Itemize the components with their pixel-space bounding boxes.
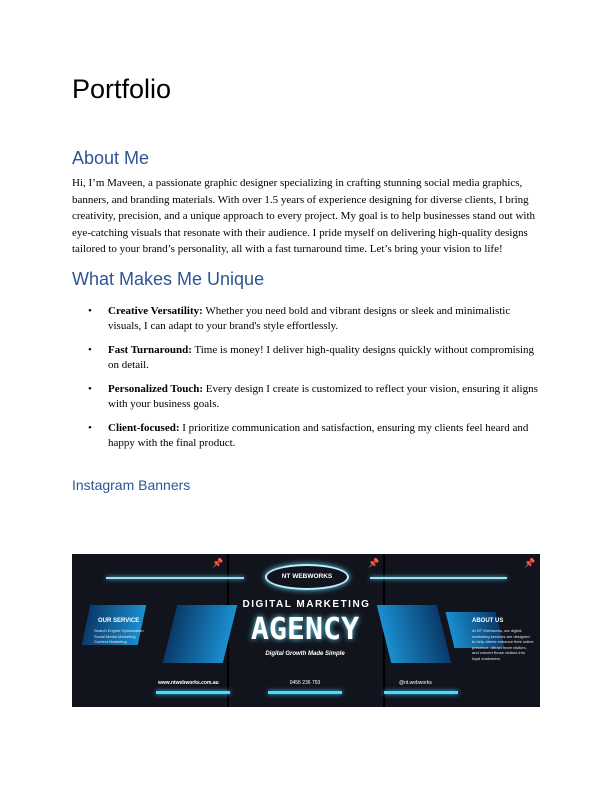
about-paragraph: Hi, I’m Maveen, a passionate graphic designer specializing in crafting stunning social media graphics, banners, and branding materials. With over 1.5 years of experience designing for diverse clients, I bring creativity, precision, and a unique approach to every project. My goal is to help businesses stand out with eye-catching visuals that resonate with their audience. I pride myself on delivering high-quality designs tailored to your brand’s personality, all with a fast turnaround time. Let’s bring your vision to life! [72, 177, 536, 256]
item-label: Personalized Touch: [108, 382, 204, 395]
service-item: Search Engine Optimization [94, 628, 144, 633]
list-item [72, 421, 542, 452]
item-label: Fast Turnaround: [108, 343, 192, 356]
list-item [72, 304, 542, 335]
headline: DIGITAL MARKETING [242, 599, 371, 610]
tagline: Digital Growth Made Simple [265, 651, 345, 657]
service-title: OUR SERVICE [98, 618, 140, 624]
item-text: Whether you need bold and vibrant designs or sleek and minimalistic visuals, I can adapt to your brand's style effortlessly. [108, 304, 511, 333]
decor-glow [384, 691, 458, 694]
list-item [72, 382, 542, 413]
unique-heading: What Makes Me Unique [72, 268, 265, 289]
unique-list [72, 304, 542, 452]
pin-icon: 📌 [368, 558, 380, 568]
page-title: Portfolio [72, 74, 172, 104]
service-item: Social Media Marketing [94, 633, 136, 639]
list-item [72, 343, 542, 374]
item-text: I prioritize communication and satisfaction, ensuring my clients feel heard and happy with the final product. [108, 421, 529, 450]
pin-icon: 📌 [524, 558, 536, 568]
decor-shape [377, 605, 451, 663]
about-title: ABOUT US [472, 618, 504, 624]
instagram-banner-image [72, 554, 540, 707]
website: www.ntwebworks.com.au [158, 680, 219, 686]
item-text: Every design I create is customized to reflect your vision, ensuring it aligns with your business goals. [108, 382, 538, 411]
about-text: At NT Webworks, our digital marketing services are designed to help clients enhance their online presence, attract more visitors, and convert those visitors into loyal customers. [472, 628, 534, 661]
decor-glow [156, 691, 230, 694]
headline-big: AGENCY [250, 612, 360, 647]
brand-logo: NT WEBWORKS [265, 564, 349, 590]
service-item: Content Marketing [94, 639, 127, 644]
handle: @nt.webworks [399, 680, 432, 686]
service-list [94, 628, 144, 645]
document-body [72, 72, 542, 494]
decor-glow [268, 691, 342, 694]
item-text: Time is money! I deliver high-quality designs quickly without compromising on detail. [108, 343, 535, 372]
item-label: Creative Versatility: [108, 304, 203, 317]
instagram-heading: Instagram Banners [72, 476, 191, 493]
decor-line [106, 577, 244, 579]
item-label: Client-focused: [108, 421, 180, 434]
about-heading: About Me [72, 148, 150, 168]
decor-line [370, 577, 507, 579]
pin-icon: 📌 [212, 558, 224, 568]
phone: 0456 236 793 [289, 680, 321, 686]
